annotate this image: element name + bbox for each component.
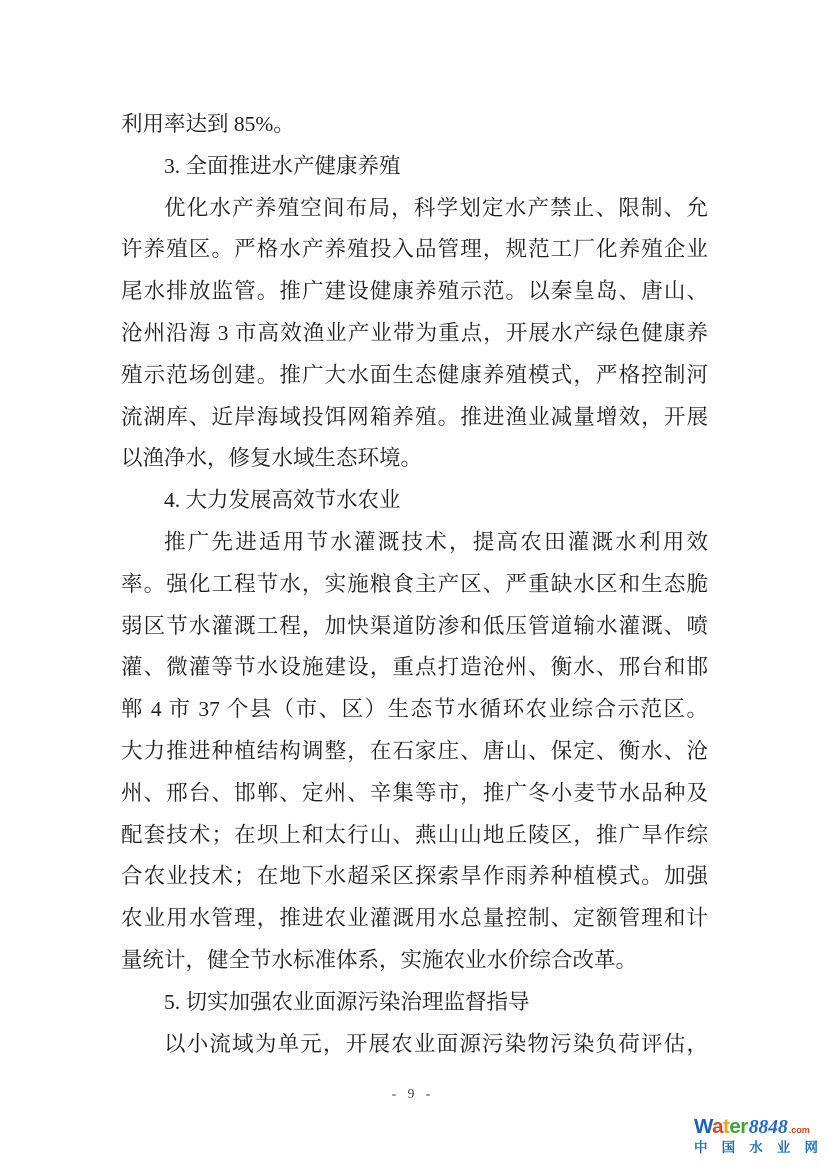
china-water-industry-net-label: 中 国 水 业 网 [694,1139,818,1155]
text-line: 利用率达到 85%。 [121,112,295,136]
document-text [121,104,708,1065]
water8848-brand-letters [694,1117,748,1138]
water8848-number: 8848 [748,1117,788,1138]
text-line: 农业用水管理，推进农业灌溉用水总量控制、定额管理和计 [121,906,708,931]
page-number: - 9 - [391,1086,435,1101]
brand-letter: a [712,1115,723,1138]
text-line: 配套技术；在坝上和太行山、燕山山地丘陵区，推广旱作综 [121,822,708,847]
text-line: 大力推进种植结构调整，在石家庄、唐山、保定、衡水、沧 [121,738,708,763]
text-line: 合农业技术；在地下水超采区探索旱作雨养种植模式。加强 [121,864,708,889]
text-line: 推广先进适用节水灌溉技术，提高农田灌溉水利用效 [164,529,708,554]
water8848-tld: .com [788,1125,810,1135]
text-line: 流湖库、近岸海域投饵网箱养殖。推进渔业减量增效，开展 [121,404,708,429]
text-line: 4. 大力发展高效节水农业 [164,488,401,513]
brand-letter: e [729,1115,741,1138]
text-line: 5. 切实加强农业面源污染治理监督指导 [164,989,530,1014]
text-line: 量统计，健全节水标准体系，实施农业水价综合改革。 [121,947,638,972]
brand-letter: t [723,1115,730,1138]
text-line: 殖示范场创建。推广大水面生态健康养殖模式，严格控制河 [121,362,708,387]
text-line: 3. 全面推进水产健康养殖 [164,153,401,178]
brand-letter: W [694,1115,713,1138]
text-line: 许养殖区。严格水产养殖投入品管理，规范工厂化养殖企业 [121,237,708,262]
text-line: 州、邢台、邯郸、定州、辛集等市，推广冬小麦节水品种及 [121,780,708,805]
text-line: 灌、微灌等节水设施建设，重点打造沧州、衡水、邢台和邯 [121,655,708,680]
text-line: 优化水产养殖空间布局，科学划定水产禁止、限制、允 [164,195,708,220]
text-line: 以小流域为单元，开展农业面源污染物污染负荷评估， [164,1031,708,1056]
brand-letter: r [740,1115,748,1138]
water8848-logo [694,1117,818,1154]
text-line: 弱区节水灌溉工程，加快渠道防渗和低压管道输水灌溉、喷 [121,613,708,638]
text-line: 以渔净水，修复水域生态环境。 [121,446,423,471]
text-line: 郸 4 市 37 个县（市、区）生态节水循环农业综合示范区。 [121,697,708,722]
text-line: 率。强化工程节水，实施粮食主产区、严重缺水区和生态脆 [121,571,708,596]
text-line: 沧州沿海 3 市高效渔业产业带为重点，开展水产绿色健康养 [121,320,708,345]
text-line: 尾水排放监管。推广建设健康养殖示范。以秦皇岛、唐山、 [121,279,708,304]
water8848-wordmark [694,1117,818,1138]
